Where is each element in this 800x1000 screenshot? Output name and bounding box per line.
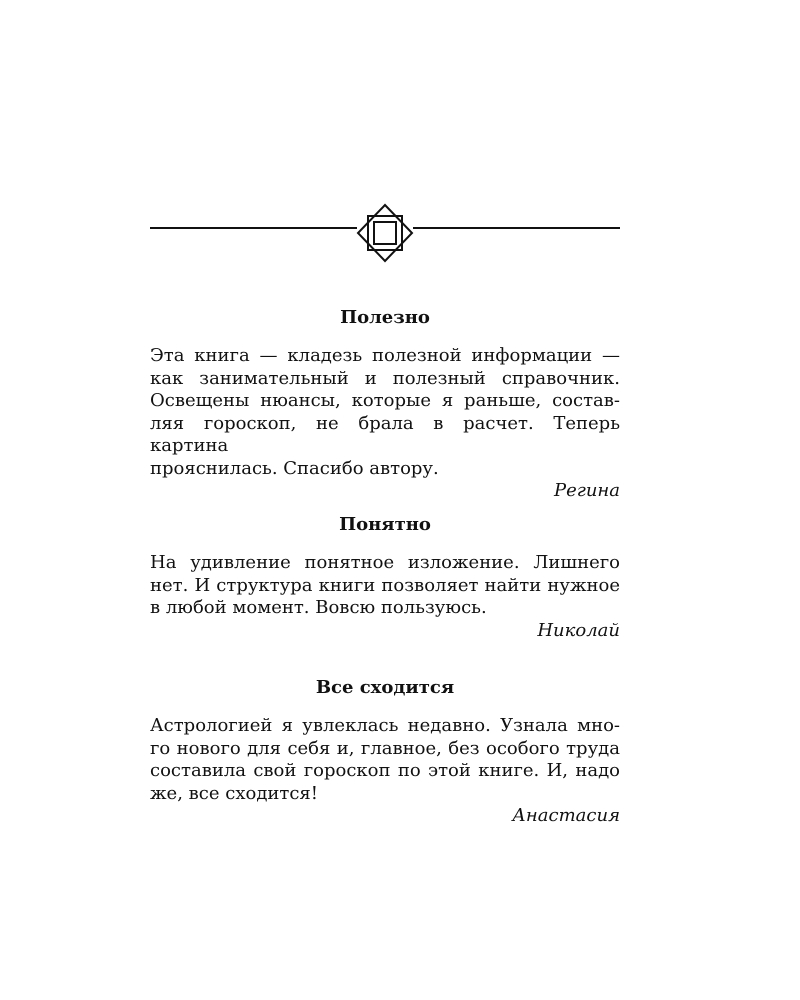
- star-ornament-icon: [358, 205, 412, 261]
- review-line: го нового для себя и, главное, без особого труда: [150, 737, 620, 759]
- review-text: [150, 715, 620, 805]
- review-line: ляя гороскоп, не брала в расчет. Теперь картина: [150, 412, 620, 456]
- review-line: нет. И структура книги позволяет найти нужное: [150, 574, 620, 596]
- review-line: же, все сходится!: [150, 782, 319, 804]
- review-title: Полезно: [340, 307, 430, 328]
- review-author: Анастасия: [512, 805, 620, 826]
- review-line: Эта книга — кладезь полезной информации —: [150, 345, 620, 366]
- review-author: Регина: [553, 480, 620, 501]
- review-line: как занимательный и полезный справочник.: [150, 367, 620, 389]
- review-1: [150, 307, 620, 503]
- review-title: Все сходится: [315, 677, 455, 698]
- review-title: Понятно: [339, 514, 431, 535]
- review-line: На удивление понятное изложение. Лишнего: [150, 552, 620, 573]
- review-line: составила свой гороскоп по этой книге. И, надо: [150, 760, 620, 781]
- review-2: [150, 514, 620, 642]
- review-3: [150, 677, 620, 828]
- review-line: в любой момент. Вовсю пользуюсь.: [150, 597, 487, 618]
- review-author: Николай: [537, 619, 620, 641]
- review-line: прояснилась. Спасибо автору.: [150, 457, 439, 479]
- review-line: Освещены нюансы, которые я раньше, состав-: [150, 390, 620, 411]
- review-text: [150, 345, 620, 480]
- decorative-divider: [150, 202, 620, 264]
- review-line: Астрологией я увлеклась недавно. Узнала мно-: [150, 715, 620, 736]
- review-text: [150, 552, 620, 620]
